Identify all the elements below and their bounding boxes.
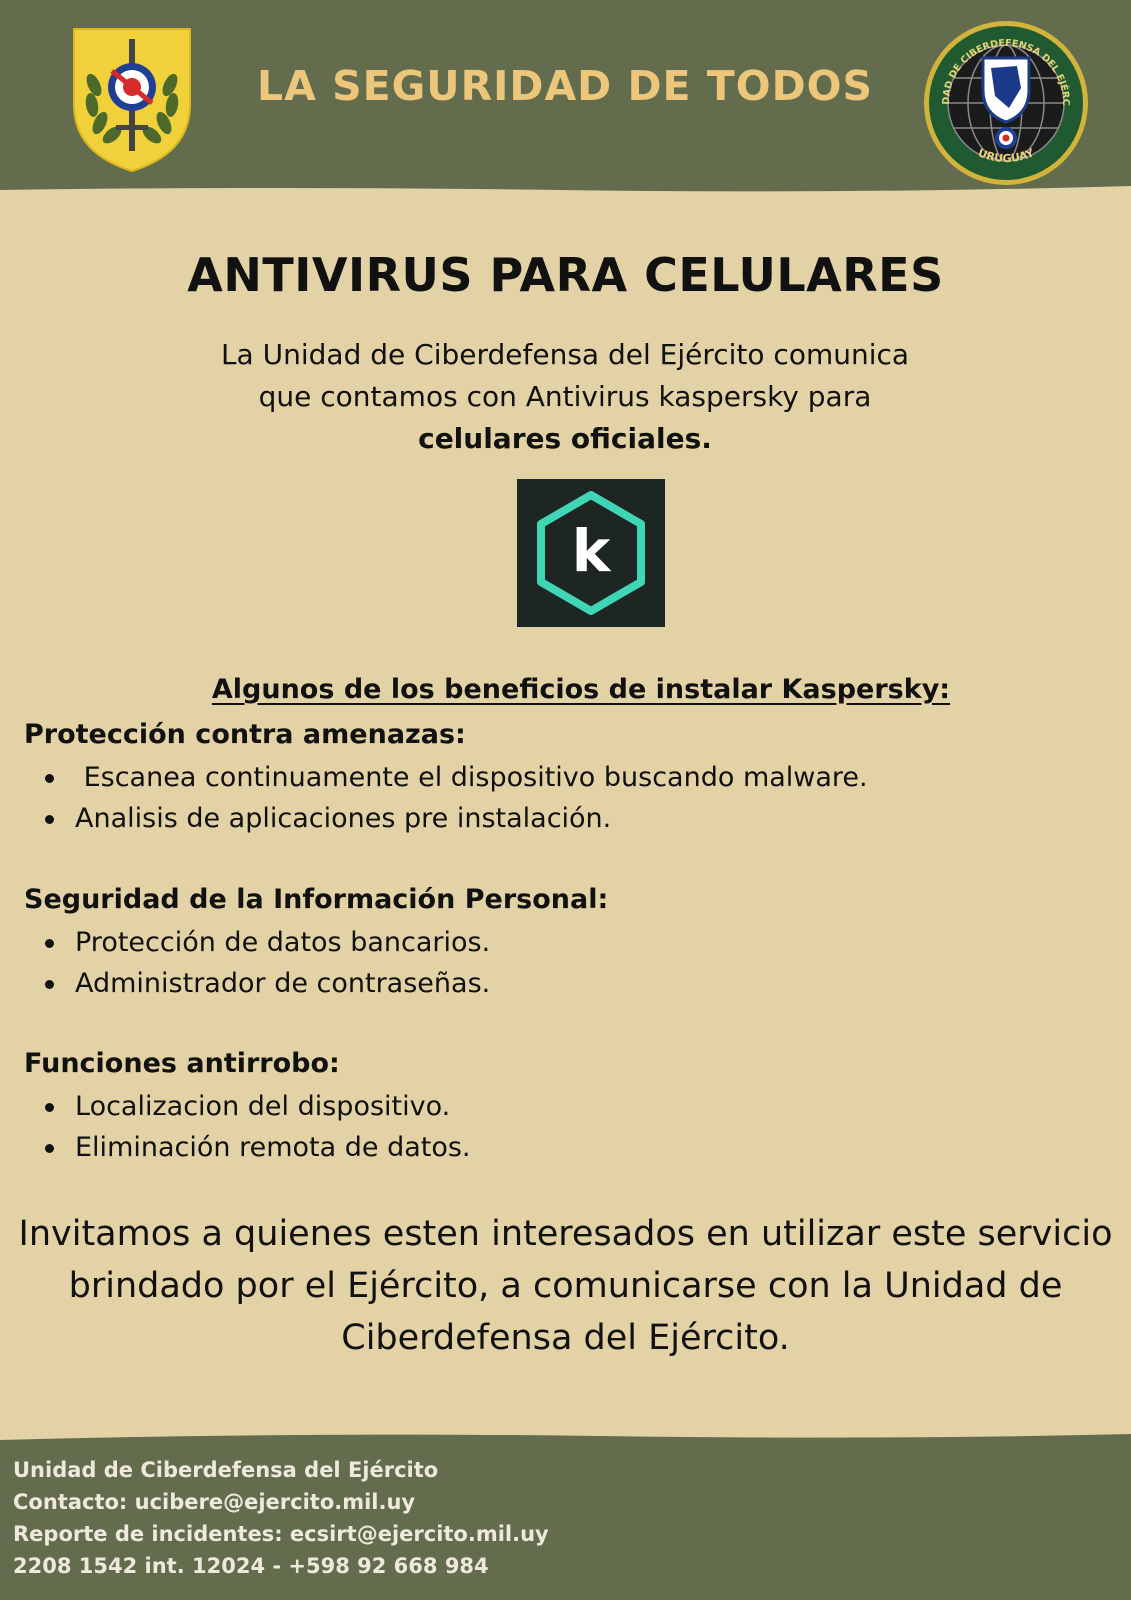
header-title: LA SEGURIDAD DE TODOS bbox=[256, 62, 874, 110]
benefit-section-protection bbox=[24, 715, 1114, 839]
footer-unit-name: Unidad de Ciberdefensa del Ejército bbox=[13, 1458, 439, 1482]
invitation-paragraph bbox=[0, 1208, 1131, 1364]
seal-bottom-text: URUGUAY bbox=[976, 146, 1036, 166]
bullet-icon bbox=[45, 774, 54, 783]
intro-bold-line: celulares oficiales. bbox=[418, 422, 712, 455]
cyberdefense-unit-seal-icon bbox=[921, 18, 1091, 192]
list-item-text: Eliminación remota de datos. bbox=[75, 1132, 471, 1163]
footer-contact-email[interactable]: Contacto: ucibere@ejercito.mil.uy bbox=[13, 1490, 416, 1514]
list-item bbox=[24, 963, 1114, 1004]
list-item bbox=[24, 1086, 1114, 1127]
bullet-icon bbox=[45, 1103, 54, 1112]
benefits-heading: Algunos de los beneficios de instalar Kaspersky: bbox=[211, 674, 951, 705]
list-item-text: Administrador de contraseñas. bbox=[75, 968, 491, 999]
list-item-text: Protección de datos bancarios. bbox=[75, 927, 491, 958]
invite-line-1: Invitamos a quienes esten interesados en utilizar este servicio bbox=[18, 1214, 1113, 1254]
intro-paragraph bbox=[165, 334, 965, 460]
kaspersky-app-icon bbox=[517, 479, 665, 631]
footer-banner bbox=[0, 1432, 1131, 1600]
section-title: Seguridad de la Información Personal: bbox=[24, 884, 609, 915]
header-banner bbox=[0, 0, 1131, 196]
bullet-list bbox=[24, 1086, 1114, 1168]
invite-line-2: brindado por el Ejército, a comunicarse con la Unidad de bbox=[68, 1266, 1063, 1306]
army-shield-emblem-icon bbox=[70, 25, 194, 177]
list-item-text: Localizacion del dispositivo. bbox=[75, 1091, 451, 1122]
list-item bbox=[24, 1127, 1114, 1168]
bullet-list bbox=[24, 922, 1114, 1004]
invite-line-3: Ciberdefensa del Ejército. bbox=[341, 1318, 790, 1358]
intro-line-2: que contamos con Antivirus kaspersky para bbox=[258, 380, 872, 413]
intro-line-1: La Unidad de Ciberdefensa del Ejército comunica bbox=[220, 338, 910, 371]
footer-phone: 2208 1542 int. 12024 - +598 92 668 984 bbox=[13, 1554, 489, 1578]
page-title: ANTIVIRUS PARA CELULARES bbox=[187, 248, 944, 302]
app-icon-letter: k bbox=[571, 517, 611, 585]
footer-incident-email[interactable]: Reporte de incidentes: ecsirt@ejercito.mil.uy bbox=[13, 1522, 549, 1546]
list-item bbox=[24, 757, 1114, 798]
seal-top-text: DAD DE CIBERDEFENSA DEL EJÉRC bbox=[940, 37, 1072, 106]
bullet-icon bbox=[45, 815, 54, 824]
benefit-section-antitheft bbox=[24, 1044, 1114, 1168]
benefit-section-personal-info bbox=[24, 880, 1114, 1004]
list-item bbox=[24, 798, 1114, 839]
section-title: Protección contra amenazas: bbox=[24, 719, 466, 750]
footer-contact bbox=[13, 1454, 549, 1582]
list-item-text: Escanea continuamente el dispositivo buscando malware. bbox=[75, 762, 868, 793]
bullet-list bbox=[24, 757, 1114, 839]
list-item bbox=[24, 922, 1114, 963]
list-item-text: Analisis de aplicaciones pre instalación. bbox=[75, 803, 612, 834]
bullet-icon bbox=[45, 980, 54, 989]
bullet-icon bbox=[45, 939, 54, 948]
section-title: Funciones antirrobo: bbox=[24, 1048, 340, 1079]
bullet-icon bbox=[45, 1144, 54, 1153]
